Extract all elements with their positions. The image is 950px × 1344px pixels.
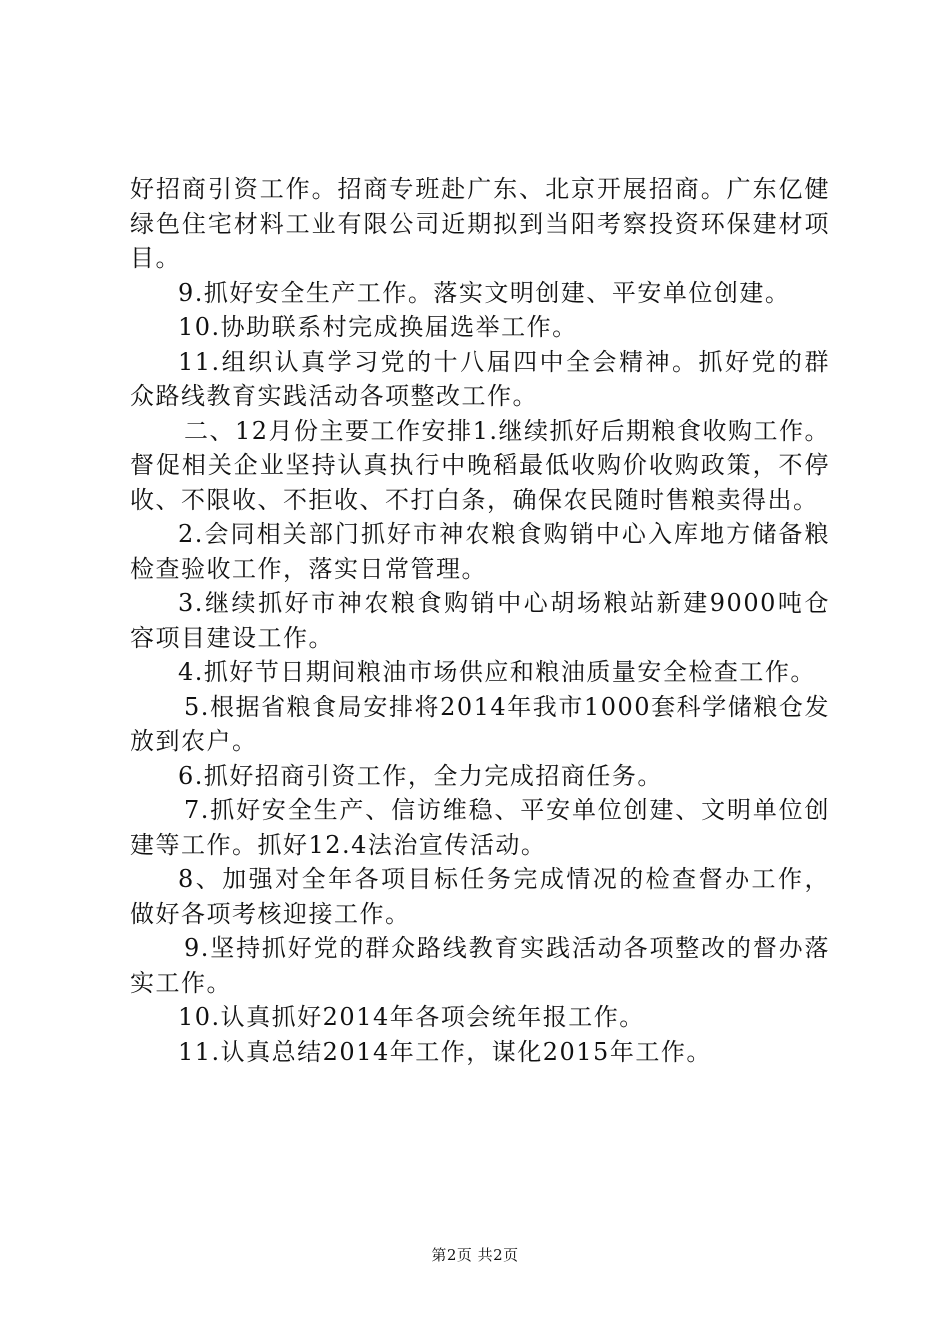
paragraph-dec-item-4: 4.抓好节日期间粮油市场供应和粮油质量安全检查工作。 [178, 658, 816, 686]
document-body [130, 172, 830, 1069]
paragraph-dec-item-7: 7.抓好安全生产、信访维稳、平安单位创建、文明单位创建等工作。抓好12.4法治宣传活动。 [130, 796, 830, 859]
paragraph-item-9: 9.抓好安全生产工作。落实文明创建、平安单位创建。 [178, 278, 791, 307]
paragraph-dec-item-8: 8、加强对全年各项目标任务完成情况的检查督办工作，做好各项考核迎接工作。 [130, 865, 830, 928]
paragraph-section-two: 二、12月份主要工作安排1.继续抓好后期粮食收购工作。督促相关企业坚持认真执行中晚稻最低收购价收购政策，不停收、不限收、不拒收、不打白条，确保农民随时售粮卖得出。 [130, 416, 830, 514]
paragraph-dec-item-2: 2.会同相关部门抓好市神农粮食购销中心入库地方储备粮检查验收工作，落实日常管理。 [130, 520, 830, 583]
paragraph-dec-item-6: 6.抓好招商引资工作，全力完成招商任务。 [178, 761, 663, 790]
paragraph-dec-item-10: 10.认真抓好2014年各项会统年报工作。 [178, 1003, 645, 1031]
paragraph-dec-item-11: 11.认真总结2014年工作，谋化2015年工作。 [178, 1037, 712, 1066]
paragraph-item-10: 10.协助联系村完成换届选举工作。 [178, 313, 578, 341]
paragraph-item-11: 11.组织认真学习党的十八届四中全会精神。抓好党的群众路线教育实践活动各项整改工作。 [130, 347, 830, 410]
page-number-footer: 第2页 共2页 [431, 1246, 519, 1264]
paragraph-continuation: 好招商引资工作。招商专班赴广东、北京开展招商。广东亿健绿色住宅材料工业有限公司近期拟到当阳考察投资环保建材项目。 [130, 175, 830, 272]
paragraph-dec-item-3: 3.继续抓好市神农粮食购销中心胡场粮站新建9000吨仓容项目建设工作。 [130, 589, 830, 652]
paragraph-dec-item-9: 9.坚持抓好党的群众路线教育实践活动各项整改的督办落实工作。 [130, 934, 830, 997]
paragraph-dec-item-5: 5.根据省粮食局安排将2014年我市1000套科学储粮仓发放到农户。 [130, 692, 830, 755]
